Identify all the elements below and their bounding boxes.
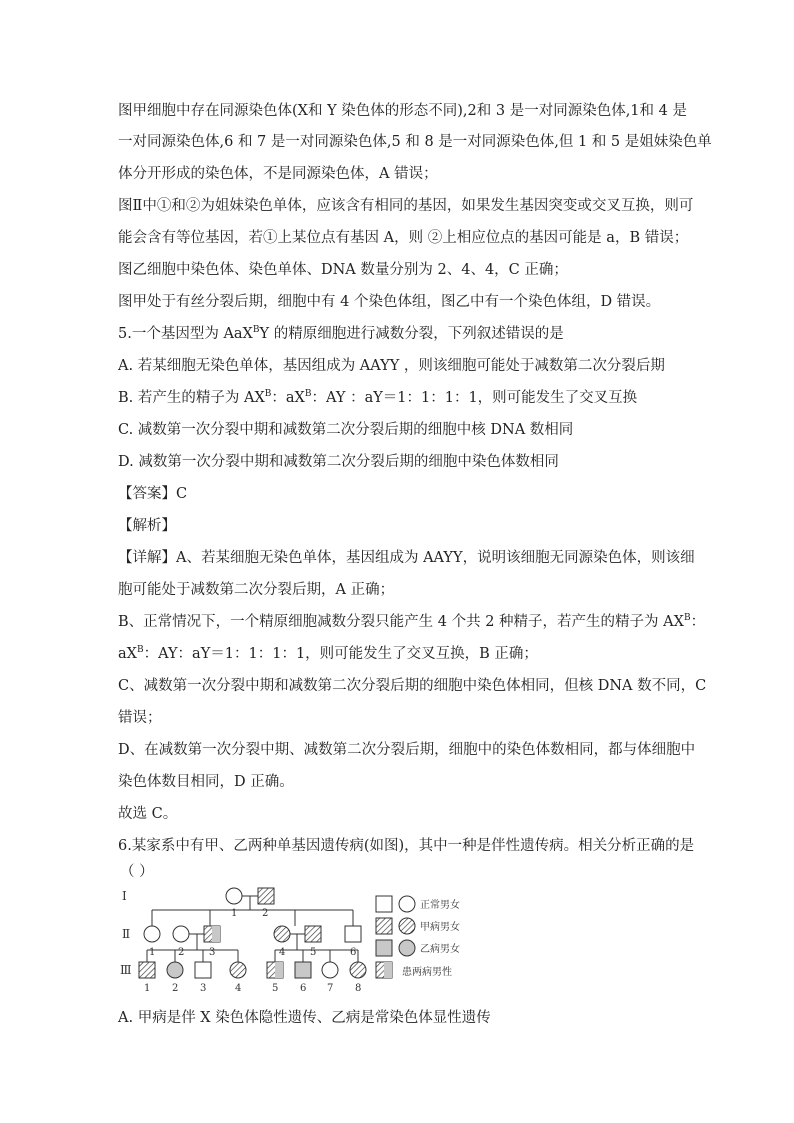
- q5-explain-3: B、正常情况下，一个精原细胞减数分裂只能产生 4 个共 2 种精子，若产生的精子为 $AX^B$：: [118, 613, 706, 630]
- q5-option-d: D. 减数第一次分裂中期和减数第二次分裂后期的细胞中染色体数相同: [118, 454, 559, 470]
- legend-normal-male: [376, 896, 392, 912]
- num-iii6: 6: [300, 983, 307, 994]
- num-ii3: 3: [209, 947, 216, 958]
- analysis-line-7: 图甲处于有丝分裂后期，细胞中有 4 个染色体组，图乙中有一个染色体组，D 错误。: [118, 294, 661, 310]
- pedigree-iii6-yi-male: [295, 962, 311, 978]
- gen-label-1: Ⅰ: [122, 889, 127, 903]
- num-i1: 1: [231, 908, 238, 919]
- q5-explain-1: 【详解】A、若某细胞无染色单体，基因组成为 AAYY，说明该细胞无同源染色体，则该细: [118, 550, 695, 566]
- q5-explain-4: $aX^B$：AY：aY＝1：1：1：1，则可能发生了交叉互换，B 正确；: [118, 645, 538, 662]
- q5-option-c: C. 减数第一次分裂中期和减数第二次分裂后期的细胞中核 DNA 数相同: [118, 422, 574, 438]
- legend-both-male-yi-half: [384, 962, 392, 978]
- num-iii8: 8: [355, 983, 362, 994]
- analysis-line-2: 一对同源染色体,6 和 7 是一对同源染色体,5 和 8 是一对同源染色体,但 1 和 5 是姐妹染色单: [118, 134, 712, 150]
- q5-explain-6: 错误；: [118, 710, 162, 726]
- q5-option-a: A. 若某细胞无染色单体，基因组成为 AAYY ，则该细胞可能处于减数第二次分裂后期: [118, 358, 665, 374]
- analysis-line-5: 能会含有等位基因，若①上某位点有基因 A，则 ②上相应位点的基因可能是 a，B 错误；: [118, 230, 689, 246]
- q5-explain-2: 胞可能处于减数第二次分裂后期，A 正确；: [118, 582, 395, 598]
- num-iii5: 5: [272, 983, 279, 994]
- q6-stem: 6.某家系中有甲、乙两种单基因遗传病(如图)，其中一种是伴性遗传病。相关分析正确的是: [118, 838, 695, 854]
- legend-normal-label: 正常男女: [420, 900, 460, 911]
- pedigree-iii2-yi-female: [167, 962, 183, 978]
- pedigree-ii5-jia-male: [305, 926, 321, 942]
- legend-yi-label: 乙病男女: [420, 944, 460, 955]
- num-iii4: 4: [235, 983, 242, 994]
- q5-conclusion: 故选 C。: [118, 806, 178, 822]
- pedigree-iii8-jia-female: [350, 962, 366, 978]
- num-iii3: 3: [200, 983, 207, 994]
- num-ii4: 4: [279, 947, 286, 958]
- gen-label-3: Ⅲ: [120, 963, 132, 977]
- q5-analysis-heading: 【解析】: [118, 518, 176, 534]
- q5-explain-7: D、在减数第一次分裂中期、减数第二次分裂后期，细胞中的染色体数相同，都与体细胞中: [118, 742, 696, 758]
- legend-yi-male: [376, 940, 392, 956]
- legend-jia-female: [399, 918, 415, 934]
- gen-label-2: Ⅱ: [122, 927, 131, 941]
- pedigree-ii3-yi-half: [212, 926, 220, 942]
- legend-jia-male: [376, 918, 392, 934]
- q6-option-a: A. 甲病是伴 X 染色体隐性遗传、乙病是常染色体显性遗传: [118, 1010, 491, 1026]
- legend-normal-female: [399, 896, 415, 912]
- pedigree-i2-jia-male: [258, 888, 274, 904]
- analysis-line-3: 体分开形成的染色体，不是同源染色体，A 错误；: [118, 166, 438, 182]
- pedigree-i1-normal-female: [226, 888, 242, 904]
- q5-explain-8: 染色体数目相同，D 正确。: [118, 774, 294, 790]
- q5-option-b: B. 若产生的精子为 $AX^B$：$aX^B$：AY ：aY＝1：1：1：1，则可能发生了交叉互换: [118, 389, 638, 406]
- num-ii2: 2: [178, 947, 185, 958]
- q5-answer: 【答案】C: [118, 486, 188, 502]
- pedigree-ii1-normal-female: [144, 926, 160, 942]
- pedigree-iii3-normal-male: [195, 962, 211, 978]
- legend-yi-female: [399, 940, 415, 956]
- pedigree-ii4-jia-female: [274, 926, 290, 942]
- pedigree-ii2-normal-female: [173, 926, 189, 942]
- num-iii2: 2: [172, 983, 179, 994]
- num-ii5: 5: [310, 947, 317, 958]
- legend-jia-label: 甲病男女: [420, 922, 460, 933]
- analysis-line-6: 图乙细胞中染色体、染色单体、DNA 数量分别为 2、4、4，C 正确；: [118, 262, 568, 278]
- legend-both-label: 患两病男性: [402, 967, 452, 978]
- pedigree-iii7-normal-female: [322, 962, 338, 978]
- q5-stem: 5.一个基因型为 AaX$^B$Y 的精原细胞进行减数分裂，下列叙述错误的是: [118, 325, 564, 342]
- q6-answer-parentheses: （ ）: [120, 864, 154, 880]
- pedigree-diagram: [112, 880, 492, 1000]
- pedigree-iii5-yi-half: [275, 962, 283, 978]
- num-i2: 2: [262, 908, 269, 919]
- analysis-line-1: 图甲细胞中存在同源染色体(X和 Y 染色体的形态不同),2和 3 是一对同源染色体,1和 4 是: [118, 103, 687, 119]
- num-iii1: 1: [144, 983, 151, 994]
- q5-explain-5: C、减数第一次分裂中期和减数第二次分裂后期的细胞中染色体相同，但核 DNA 数不同，C: [118, 678, 707, 694]
- num-iii7: 7: [327, 983, 334, 994]
- pedigree-iii4-jia-female: [230, 962, 246, 978]
- pedigree-ii6-normal-male: [345, 926, 361, 942]
- num-ii1: 1: [149, 947, 156, 958]
- num-ii6: 6: [350, 947, 357, 958]
- pedigree-iii1-jia-male: [139, 962, 155, 978]
- analysis-line-4: 图Ⅱ中①和②为姐妹染色单体，应该含有相同的基因，如果发生基因突变或交叉互换，则可: [118, 198, 694, 214]
